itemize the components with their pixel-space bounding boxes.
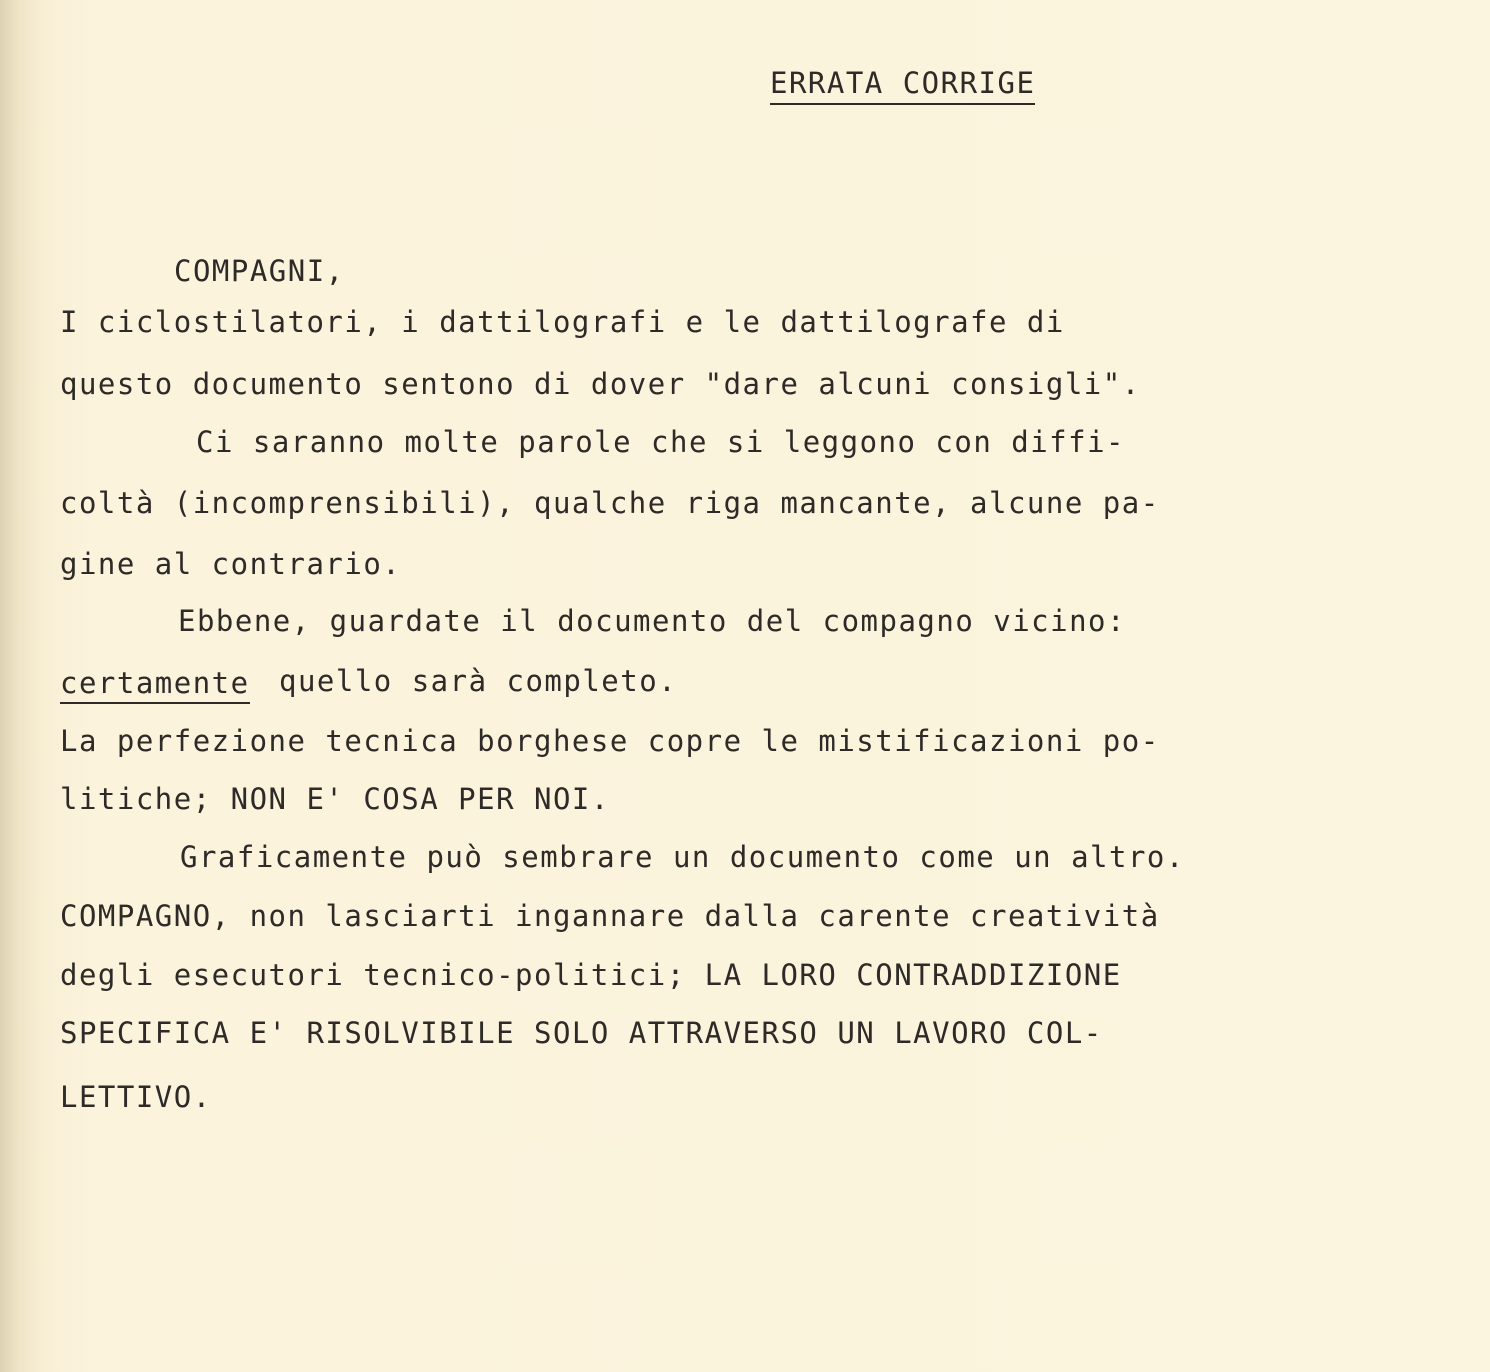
body-line-3: Ci saranno molte parole che si leggono con diffi- xyxy=(196,425,1126,459)
body-line-7: quello sarà completo. xyxy=(279,664,678,698)
body-line-12: degli esecutori tecnico-politici; LA LORO CONTRADDIZIONE xyxy=(60,958,1122,992)
body-line-10: Graficamente può sembrare un documento come un altro. xyxy=(180,840,1185,874)
body-line-6: Ebbene, guardate il documento del compagno vicino: xyxy=(178,604,1126,638)
body-line-14: LETTIVO. xyxy=(60,1080,212,1114)
body-line-8: La perfezione tecnica borghese copre le mistificazioni po- xyxy=(60,724,1160,758)
body-line-4: coltà (incomprensibili), qualche riga mancante, alcune pa- xyxy=(60,486,1160,520)
body-line-1: I ciclostilatori, i dattilografi e le dattilografe di xyxy=(60,305,1065,339)
underlined-word: certamente xyxy=(60,666,250,704)
body-line-11: COMPAGNO, non lasciarti ingannare dalla carente creatività xyxy=(60,899,1160,933)
body-line-5: gine al contrario. xyxy=(60,547,402,581)
body-line-9: litiche; NON E' COSA PER NOI. xyxy=(60,782,610,816)
body-line-2: questo documento sentono di dover "dare alcuni consigli". xyxy=(60,367,1141,401)
document-title: ERRATA CORRIGE xyxy=(770,66,1035,105)
salutation: COMPAGNI, xyxy=(174,254,345,288)
body-line-13: SPECIFICA E' RISOLVIBILE SOLO ATTRAVERSO UN LAVORO COL- xyxy=(60,1016,1103,1050)
